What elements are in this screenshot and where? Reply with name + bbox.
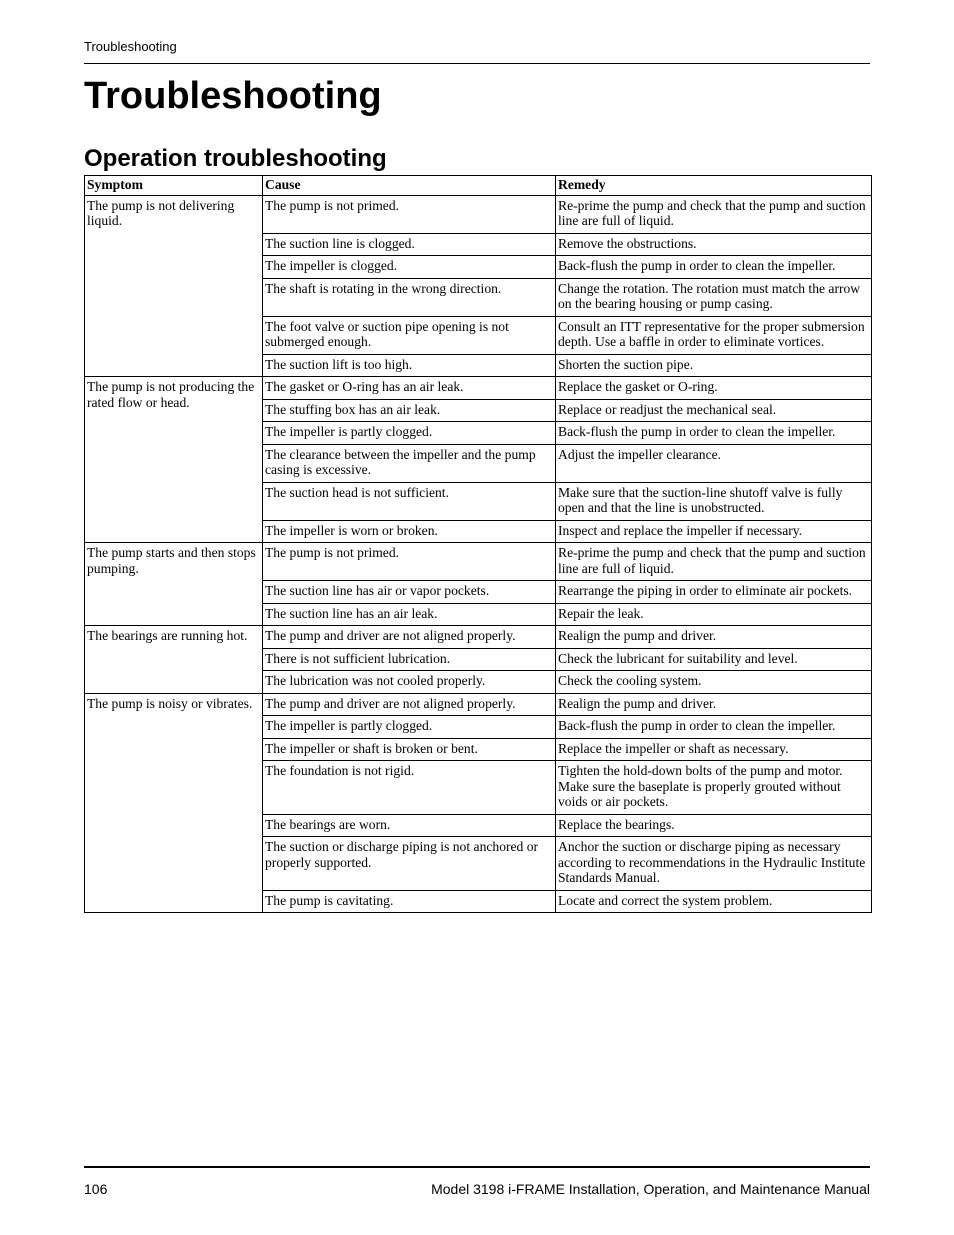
remedy-cell: Shorten the suction pipe. — [556, 354, 872, 377]
remedy-cell: Anchor the suction or discharge piping as necessary according to recommendations in the Hydraulic Institute Standards Manual. — [556, 837, 872, 891]
table-row — [85, 626, 872, 649]
remedy-cell: Change the rotation. The rotation must match the arrow on the bearing housing or pump casing. — [556, 278, 872, 316]
cause-cell: The suction line is clogged. — [263, 233, 556, 256]
cause-cell: The impeller is worn or broken. — [263, 520, 556, 543]
remedy-cell: Back-flush the pump in order to clean the impeller. — [556, 716, 872, 739]
remedy-cell: Adjust the impeller clearance. — [556, 444, 872, 482]
symptom-cell: The bearings are running hot. — [85, 626, 263, 694]
cause-cell: The suction head is not sufficient. — [263, 482, 556, 520]
remedy-cell: Remove the obstructions. — [556, 233, 872, 256]
cause-cell: The foot valve or suction pipe opening is not submerged enough. — [263, 316, 556, 354]
remedy-cell: Rearrange the piping in order to eliminate air pockets. — [556, 581, 872, 604]
column-header-remedy: Remedy — [556, 176, 872, 196]
table-header-row — [85, 176, 872, 196]
cause-cell: The pump and driver are not aligned properly. — [263, 693, 556, 716]
footer-rule — [84, 1166, 870, 1168]
table-row — [85, 377, 872, 400]
remedy-cell: Replace the gasket or O-ring. — [556, 377, 872, 400]
table-body — [85, 195, 872, 913]
cause-cell: The impeller or shaft is broken or bent. — [263, 738, 556, 761]
cause-cell: The bearings are worn. — [263, 814, 556, 837]
table-row — [85, 543, 872, 581]
cause-cell: The suction lift is too high. — [263, 354, 556, 377]
remedy-cell: Replace the bearings. — [556, 814, 872, 837]
cause-cell: The shaft is rotating in the wrong direction. — [263, 278, 556, 316]
page-title: Troubleshooting — [84, 75, 382, 117]
cause-cell: The lubrication was not cooled properly. — [263, 671, 556, 694]
cause-cell: The pump is cavitating. — [263, 890, 556, 913]
cause-cell: The pump is not primed. — [263, 195, 556, 233]
cause-cell: There is not sufficient lubrication. — [263, 648, 556, 671]
column-header-cause: Cause — [263, 176, 556, 196]
remedy-cell: Replace or readjust the mechanical seal. — [556, 399, 872, 422]
cause-cell: The clearance between the impeller and the pump casing is excessive. — [263, 444, 556, 482]
remedy-cell: Consult an ITT representative for the proper submersion depth. Use a baffle in order to eliminate vortices. — [556, 316, 872, 354]
remedy-cell: Locate and correct the system problem. — [556, 890, 872, 913]
cause-cell: The pump and driver are not aligned properly. — [263, 626, 556, 649]
remedy-cell: Make sure that the suction-line shutoff valve is fully open and that the line is unobstructed. — [556, 482, 872, 520]
symptom-cell: The pump starts and then stops pumping. — [85, 543, 263, 626]
cause-cell: The impeller is partly clogged. — [263, 422, 556, 445]
cause-cell: The suction line has an air leak. — [263, 603, 556, 626]
remedy-cell: Realign the pump and driver. — [556, 693, 872, 716]
remedy-cell: Repair the leak. — [556, 603, 872, 626]
remedy-cell: Check the lubricant for suitability and level. — [556, 648, 872, 671]
cause-cell: The pump is not primed. — [263, 543, 556, 581]
table-row — [85, 693, 872, 716]
cause-cell: The suction line has air or vapor pockets. — [263, 581, 556, 604]
remedy-cell: Realign the pump and driver. — [556, 626, 872, 649]
section-title: Operation troubleshooting — [84, 145, 387, 172]
remedy-cell: Check the cooling system. — [556, 671, 872, 694]
troubleshooting-table — [84, 175, 872, 913]
cause-cell: The suction or discharge piping is not anchored or properly supported. — [263, 837, 556, 891]
page-number: 106 — [84, 1181, 108, 1197]
remedy-cell: Re-prime the pump and check that the pump and suction line are full of liquid. — [556, 543, 872, 581]
remedy-cell: Back-flush the pump in order to clean the impeller. — [556, 256, 872, 279]
table-row — [85, 195, 872, 233]
cause-cell: The impeller is partly clogged. — [263, 716, 556, 739]
cause-cell: The impeller is clogged. — [263, 256, 556, 279]
cause-cell: The stuffing box has an air leak. — [263, 399, 556, 422]
header-rule — [84, 63, 870, 64]
column-header-symptom: Symptom — [85, 176, 263, 196]
cause-cell: The foundation is not rigid. — [263, 761, 556, 815]
remedy-cell: Re-prime the pump and check that the pump and suction line are full of liquid. — [556, 195, 872, 233]
remedy-cell: Replace the impeller or shaft as necessary. — [556, 738, 872, 761]
remedy-cell: Back-flush the pump in order to clean the impeller. — [556, 422, 872, 445]
symptom-cell: The pump is noisy or vibrates. — [85, 693, 263, 913]
remedy-cell: Tighten the hold-down bolts of the pump and motor. Make sure the baseplate is properly grouted without voids or air pockets. — [556, 761, 872, 815]
running-head: Troubleshooting — [84, 39, 177, 54]
manual-title: Model 3198 i-FRAME Installation, Operation, and Maintenance Manual — [431, 1181, 870, 1197]
symptom-cell: The pump is not producing the rated flow or head. — [85, 377, 263, 543]
remedy-cell: Inspect and replace the impeller if necessary. — [556, 520, 872, 543]
symptom-cell: The pump is not delivering liquid. — [85, 195, 263, 377]
cause-cell: The gasket or O-ring has an air leak. — [263, 377, 556, 400]
